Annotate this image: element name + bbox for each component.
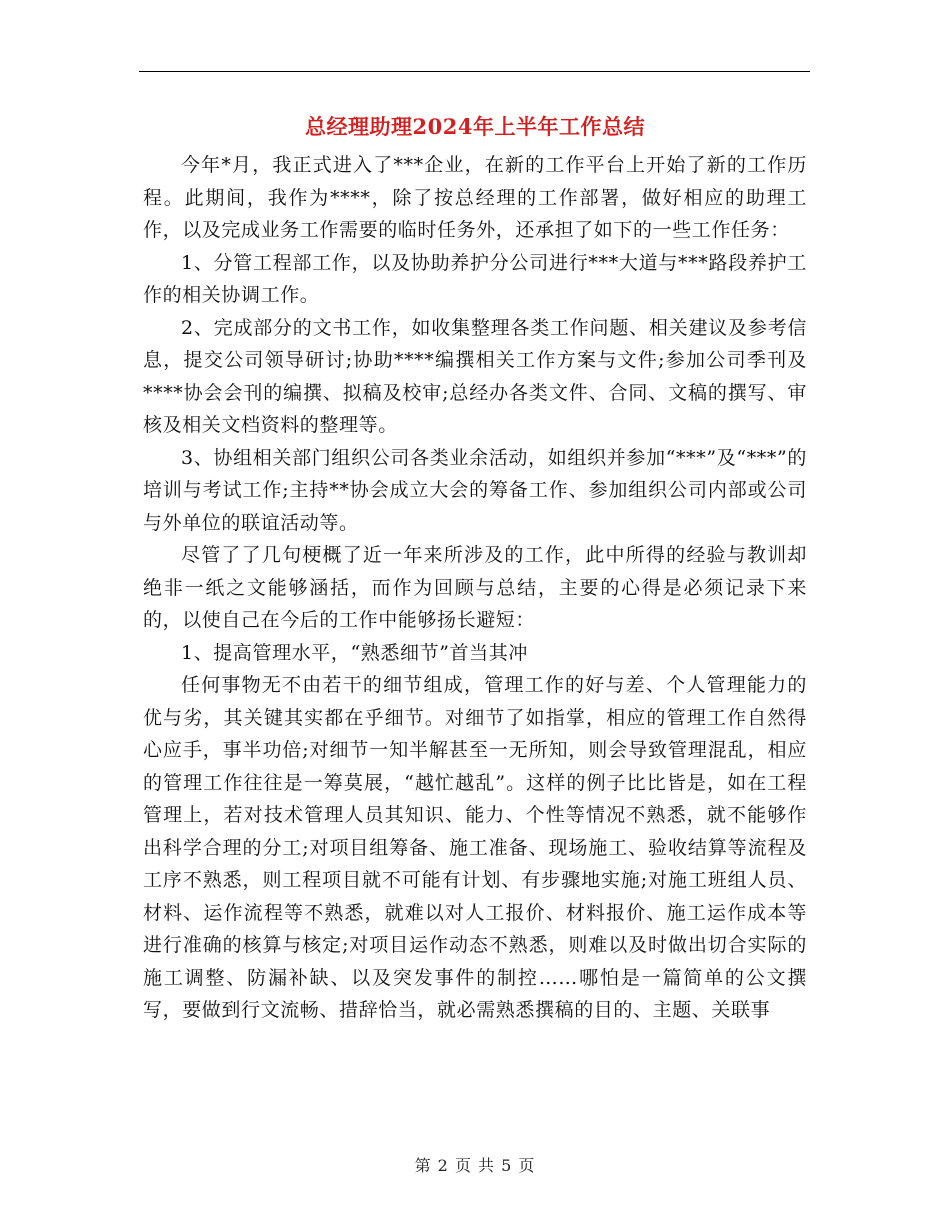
paragraph-task-1: 1、分管工程部工作，以及协助养护分公司进行***大道与***路段养护工作的相关协调工作。 — [143, 251, 807, 306]
paragraph-intro: 今年*月，我正式进入了***企业，在新的工作平台上开始了新的工作历程。此期间，我作为****，除了按总经理的工作部署，做好相应的助理工作，以及完成业务工作需要的临时任务外，还承担了如下的一些工作任务： — [143, 154, 807, 241]
page-number: 第 2 页 共 5 页 — [414, 1156, 536, 1175]
paragraph-details: 任何事物无不由若干的细节组成，管理工作的好与差、个人管理能力的优与劣，其关键其实都在乎细节。对细节了如指掌，相应的管理工作自然得心应手，事半功倍;对细节一知半解甚至一无所知，则会导致管理混乱，相应的管理工作往往是一筹莫展，“越忙越乱”。这样的例子比比皆是，如在工程管理上，若对技术管理人员其知识、能力、个性等情况不熟悉，就不能够作出科学合理的分工;对项目组筹备、施工准备、现场施工、验收结算等流程及工序不熟悉，则工程项目就不可能有计划、有步骤地实施;对施工班组人员、材料、运作流程等不熟悉，就难以对人工报价、材料报价、施工运作成本等进行准确的核算与核定;对项目运作动态不熟悉，则难以及时做出切合实际的施工调整、防漏补缺、以及突发事件的制控……哪怕是一篇简单的公文撰写，要做到行文流畅、措辞恰当，就必需熟悉撰稿的目的、主题、关联事 — [143, 674, 807, 1021]
header-rule — [139, 71, 810, 72]
paragraph-task-2: 2、完成部分的文书工作，如收集整理各类工作问题、相关建议及参考信息，提交公司领导研讨;协助****编撰相关工作方案与文件;参加公司季刊及****协会会刊的编撰、拟稿及校审;总经办各类文件、合同、文稿的撰写、审核及相关文档资料的整理等。 — [143, 316, 807, 436]
paragraph-task-3: 3、协组相关部门组织公司各类业余活动，如组织并参加“***”及“***”的培训与考试工作;主持**协会成立大会的筹备工作、参加组织公司内部或公司与外单位的联谊活动等。 — [143, 446, 807, 534]
document-title: 总经理助理2024年上半年工作总结 — [305, 114, 645, 139]
section-heading-1: 1、提高管理水平，“熟悉细节”首当其冲 — [181, 641, 528, 664]
document-body — [143, 149, 807, 1027]
paragraph-reflection: 尽管了了几句梗概了近一年来所涉及的工作，此中所得的经验与教训却绝非一纸之文能够涵括，而作为回顾与总结，主要的心得是必须记录下来的，以使自己在今后的工作中能够扬长避短： — [143, 544, 807, 631]
